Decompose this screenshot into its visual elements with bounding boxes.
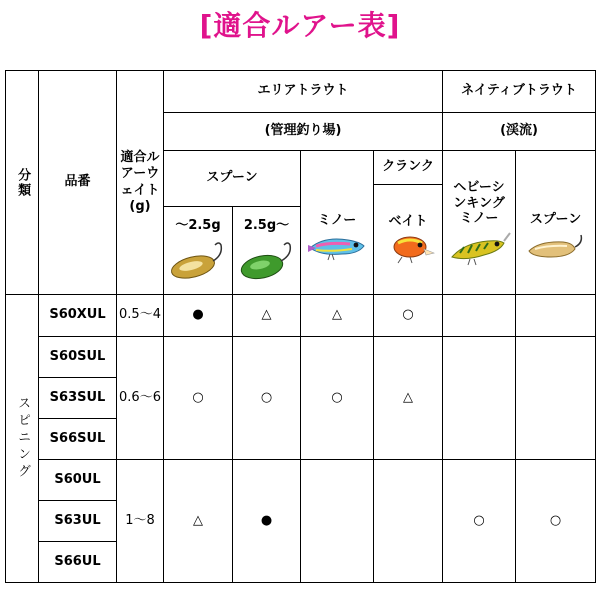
model-cell: S66SUL xyxy=(39,419,117,460)
header-area-trout: エリアトラウト xyxy=(164,71,443,113)
model-cell: S63UL xyxy=(39,501,117,542)
mark-cell: ○ xyxy=(164,337,233,460)
header-native-trout: ネイティブトラウト xyxy=(443,71,596,113)
mark-cell: ○ xyxy=(233,337,301,460)
mark-cell: △ xyxy=(301,295,374,337)
table-row xyxy=(6,460,596,501)
mark-cell xyxy=(516,295,596,337)
header-spoon: スプーン xyxy=(164,151,301,207)
lure-compatibility-table xyxy=(5,70,596,583)
header-weight: 適合ルアーウェイト(g) xyxy=(117,71,164,295)
header-area-sub: (管理釣り場) xyxy=(164,113,443,151)
mark-cell xyxy=(374,460,443,583)
model-cell: S60UL xyxy=(39,460,117,501)
header-spoon-large: 2.5g〜 xyxy=(233,207,301,295)
mark-cell: ○ xyxy=(374,295,443,337)
weight-cell: 1〜8 xyxy=(117,460,164,583)
header-crank: クランク xyxy=(374,151,443,185)
mark-cell: △ xyxy=(374,337,443,460)
table-row xyxy=(6,337,596,378)
mark-cell: ○ xyxy=(301,337,374,460)
mark-cell: ○ xyxy=(516,460,596,583)
mark-cell: ● xyxy=(164,295,233,337)
mark-cell: △ xyxy=(233,295,301,337)
weight-cell: 0.5〜4 xyxy=(117,295,164,337)
model-cell: S63SUL xyxy=(39,378,117,419)
header-minnow: ミノー xyxy=(301,151,374,295)
model-cell: S60XUL xyxy=(39,295,117,337)
page-title: [適合ルアー表] xyxy=(199,9,401,42)
header-native-spoon: スプーン xyxy=(516,151,596,295)
heavy-minnow-lure-icon xyxy=(446,229,512,267)
header-row-1 xyxy=(6,71,596,113)
header-category: 分類 xyxy=(6,71,39,295)
mark-cell xyxy=(516,337,596,460)
header-native-sub: (渓流) xyxy=(443,113,596,151)
weight-cell: 0.6〜6 xyxy=(117,337,164,460)
header-model: 品番 xyxy=(39,71,117,295)
crank-lure-icon xyxy=(380,233,436,265)
header-bait: ベイト xyxy=(374,185,443,295)
mark-cell: △ xyxy=(164,460,233,583)
mark-cell xyxy=(443,295,516,337)
header-heavy-sinking-minnow: ヘビーシンキングミノー xyxy=(443,151,516,295)
mark-cell: ● xyxy=(233,460,301,583)
gold-spoon-lure-icon xyxy=(165,237,231,283)
category-spinning: スピニング xyxy=(6,295,39,583)
mark-cell: ○ xyxy=(443,460,516,583)
mark-cell xyxy=(443,337,516,460)
green-spoon-lure-icon xyxy=(234,237,300,283)
header-spoon-small: 〜2.5g xyxy=(164,207,233,295)
native-spoon-lure-icon xyxy=(523,231,589,263)
table-row xyxy=(6,295,596,337)
minnow-lure-icon xyxy=(306,232,368,262)
mark-cell xyxy=(301,460,374,583)
model-cell: S66UL xyxy=(39,542,117,583)
model-cell: S60SUL xyxy=(39,337,117,378)
